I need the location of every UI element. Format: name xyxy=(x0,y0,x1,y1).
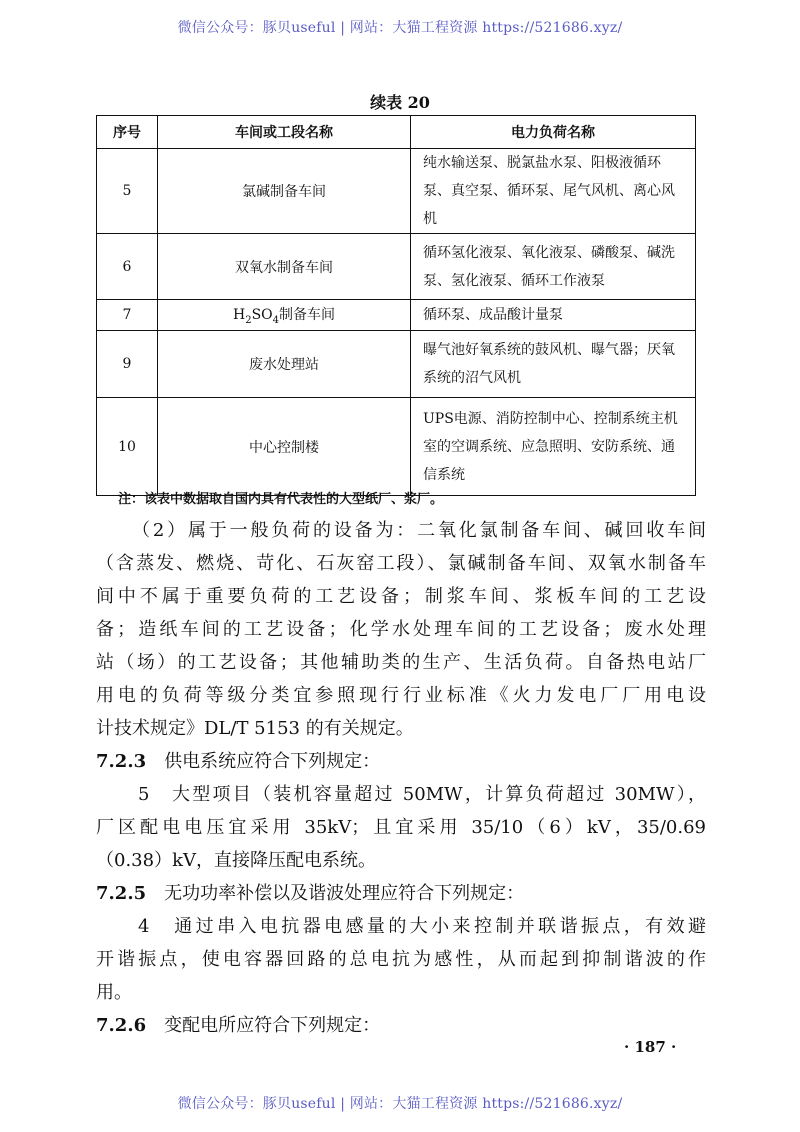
clause-number: 7.2.3 xyxy=(96,751,147,772)
table-row xyxy=(97,331,696,398)
clause-7-2-5 xyxy=(96,877,706,910)
paragraph-line: （2）属于一般负荷的设备为：二氧化氯制备车间、碱回收车间 xyxy=(132,520,706,541)
header-load: 电力负荷名称 xyxy=(411,116,696,149)
item-line: （0.38）kV，直接降压配电系统。 xyxy=(96,850,376,871)
cell-workshop: 氯碱制备车间 xyxy=(158,149,411,234)
clause-text: 变配电所应符合下列规定： xyxy=(164,1015,381,1036)
table-header-row xyxy=(97,116,696,149)
load-table xyxy=(96,115,696,496)
item-line: 用。 xyxy=(96,982,132,1003)
item-line: 厂区配电电压宜采用 35kV；且宜采用 35/10（6）kV，35/0.69 xyxy=(96,817,706,838)
header-no: 序号 xyxy=(97,116,158,149)
formula-sub-2: 2 xyxy=(245,314,252,326)
paragraph-line: （含蒸发、燃烧、苛化、石灰窑工段）、氯碱制备车间、双氧水制备车 xyxy=(96,553,706,574)
paragraph-line: 用电的负荷等级分类宜参照现行行业标准《火力发电厂厂用电设 xyxy=(96,685,706,706)
cell-no: 10 xyxy=(97,398,158,496)
paragraph-line: 计技术规定》DL/T 5153 的有关规定。 xyxy=(96,718,414,739)
clause-7-2-3 xyxy=(96,745,706,778)
cell-load: UPS电源、消防控制中心、控制系统主机室的空调系统、应急照明、安防系统、通信系统 xyxy=(411,398,696,496)
paragraph-line: 备；造纸车间的工艺设备；化学水处理车间的工艺设备；废水处理 xyxy=(96,619,706,640)
header-workshop: 车间或工段名称 xyxy=(158,116,411,149)
cell-load: 曝气池好氧系统的鼓风机、曝气器；厌氧系统的沼气风机 xyxy=(411,331,696,398)
cell-load: 纯水输送泵、脱氯盐水泵、阳极液循环泵、真空泵、循环泵、尾气风机、离心风机 xyxy=(411,149,696,234)
table-row xyxy=(97,234,696,300)
clause-number: 7.2.5 xyxy=(96,883,147,904)
table-row xyxy=(97,398,696,496)
cell-workshop: 废水处理站 xyxy=(158,331,411,398)
workshop-suffix: 制备车间 xyxy=(279,307,336,324)
watermark-bottom: 微信公众号：豚贝useful | 网站：大猫工程资源 https://521686.xyz/ xyxy=(177,1096,623,1112)
cell-no: 6 xyxy=(97,234,158,300)
watermark-top: 微信公众号：豚贝useful | 网站：大猫工程资源 https://521686.xyz/ xyxy=(177,20,623,36)
table-note: 注：该表中数据取自国内具有代表性的大型纸厂、浆厂。 xyxy=(118,492,444,507)
clause-text: 供电系统应符合下列规定： xyxy=(164,751,381,772)
table-row xyxy=(97,149,696,234)
cell-workshop: 双氧水制备车间 xyxy=(158,234,411,300)
item-line: 4 通过串入电抗器电感量的大小来控制并联谐振点，有效避 xyxy=(138,916,706,937)
paragraph-line: 站（场）的工艺设备；其他辅助类的生产、生活负荷。自备热电站厂 xyxy=(96,652,706,673)
clause-text: 无功功率补偿以及谐波处理应符合下列规定： xyxy=(164,883,525,904)
item-line: 5 大型项目（装机容量超过 50MW，计算负荷超过 30MW）， xyxy=(138,784,706,805)
clause-7-2-6 xyxy=(96,1009,706,1042)
cell-load: 循环泵、成品酸计量泵 xyxy=(411,300,696,331)
item-line: 开谐振点，使电容器回路的总电抗为感性，从而起到抑制谐波的作 xyxy=(96,949,706,970)
paragraph-line: 间中不属于重要负荷的工艺设备；制浆车间、浆板车间的工艺设 xyxy=(96,586,706,607)
formula-h: H xyxy=(232,307,246,324)
page-number: · 187 · xyxy=(624,1038,677,1056)
table-title: 续表 20 xyxy=(370,93,430,112)
formula-so: SO xyxy=(251,307,273,324)
clause-number: 7.2.6 xyxy=(96,1015,147,1036)
cell-workshop: 中心控制楼 xyxy=(158,398,411,496)
cell-no: 7 xyxy=(97,300,158,331)
formula-sub-4: 4 xyxy=(272,314,280,326)
table-row xyxy=(97,300,696,331)
cell-load: 循环氢化液泵、氧化液泵、磷酸泵、碱洗泵、氢化液泵、循环工作液泵 xyxy=(411,234,696,300)
cell-no: 9 xyxy=(97,331,158,398)
cell-no: 5 xyxy=(97,149,158,234)
cell-workshop xyxy=(158,300,411,331)
